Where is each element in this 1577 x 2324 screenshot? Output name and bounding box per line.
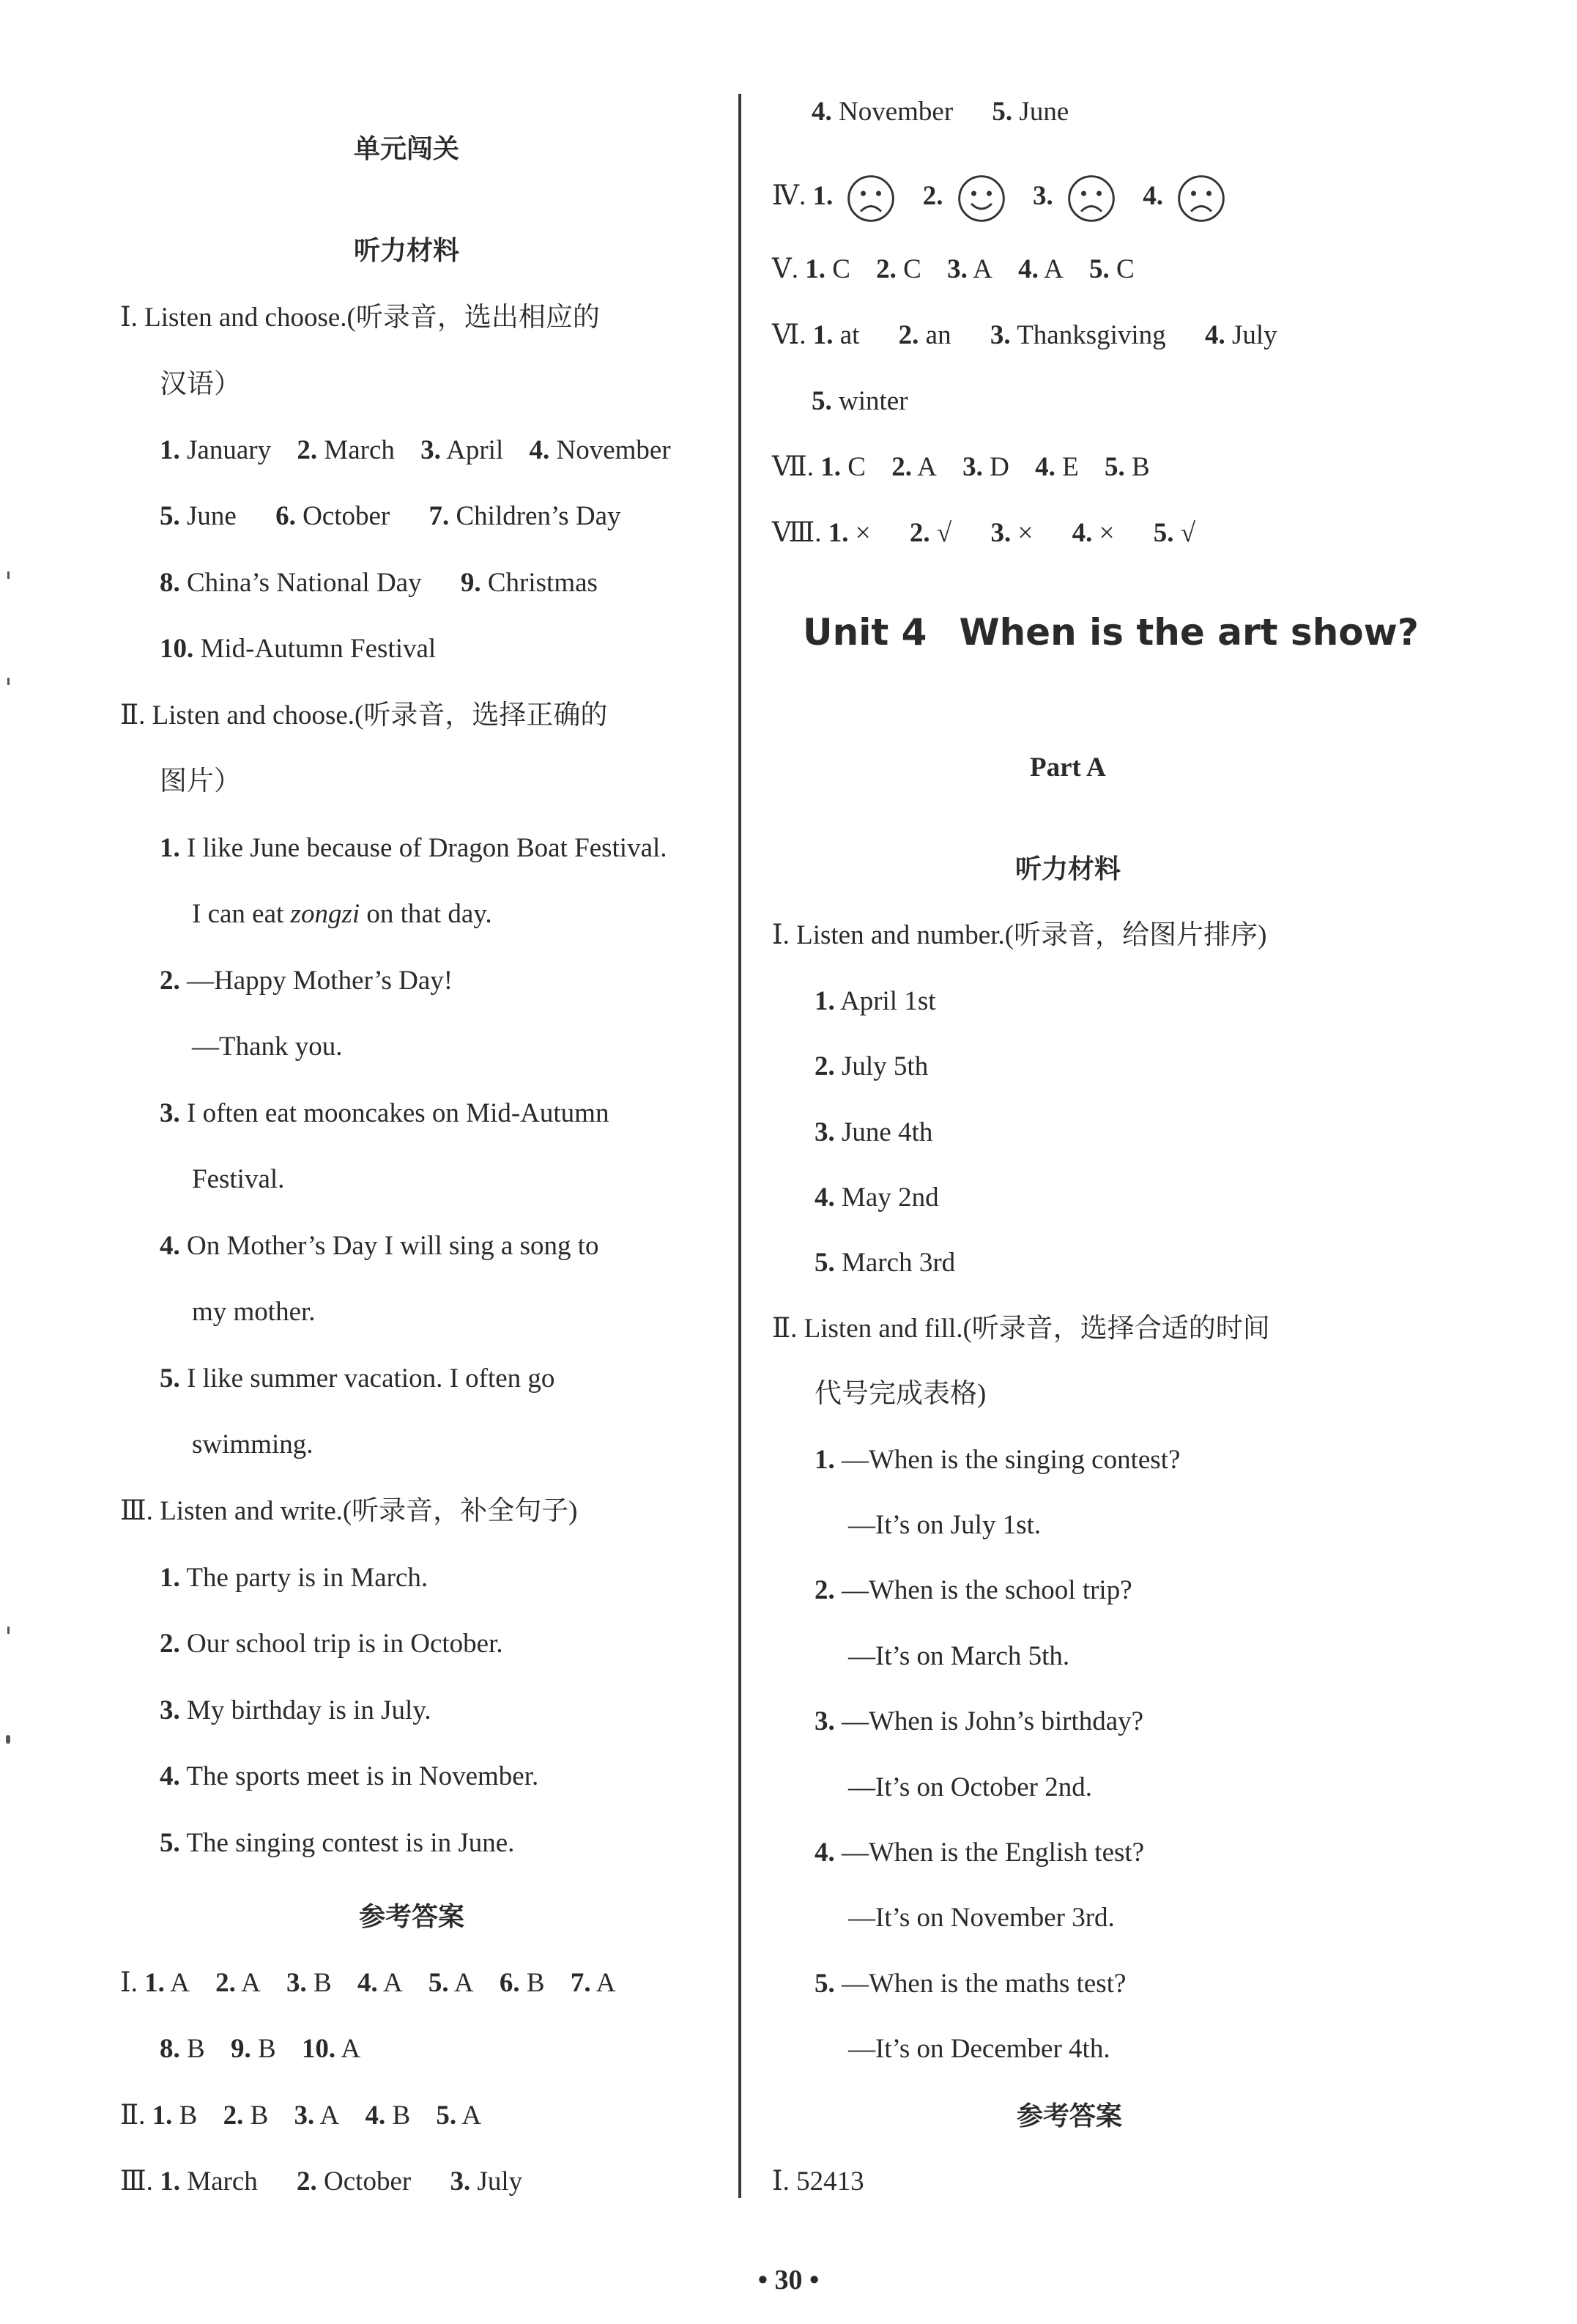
exercise-1-item: 4. May 2nd <box>815 1183 939 1213</box>
answer-row-5: Ⅴ. 1. C 2. C 3. A 4. A 5. C <box>772 254 1135 284</box>
dialogue-question: 4. —When is the English test? <box>815 1838 1145 1868</box>
scan-mark <box>6 1735 10 1744</box>
unit-label: Unit 4 <box>803 611 927 654</box>
exercise-2-item-4: 4. On Mother’s Day I will sing a song to <box>160 1231 599 1261</box>
scan-mark <box>7 678 10 685</box>
exercise-2-item-3-cont: Festival. <box>192 1164 285 1194</box>
answer-row-4: Ⅳ. 1. 2. 3. 4. <box>772 171 1227 224</box>
exercise-2-title-cont: 图片） <box>160 766 241 796</box>
answer-row-2: Ⅱ. 1. B 2. B 3. A 4. B 5. A <box>120 2101 482 2131</box>
exercise-3-item: 5. The singing contest is in June. <box>160 1828 515 1858</box>
exercise-3-item: 4. The sports meet is in November. <box>160 1761 539 1791</box>
answer-row-3-cont: 4. November 5. June <box>812 97 1069 127</box>
dialogue-answer: —It’s on July 1st. <box>848 1510 1042 1540</box>
exercise-1-title: Ⅰ. Listen and number.(听录音，给图片排序) <box>772 920 1267 950</box>
exercise-3-title: Ⅲ. Listen and write.(听录音，补全句子) <box>120 1496 578 1526</box>
exercise-1-item: 2. July 5th <box>815 1051 929 1081</box>
dialogue-question: 2. —When is the school trip? <box>815 1575 1132 1605</box>
answer-row-6: Ⅵ. 1. at 2. an 3. Thanksgiving 4. July <box>772 320 1277 350</box>
exercise-2-item-2: 2. —Happy Mother’s Day! <box>160 966 453 996</box>
page-number: • 30 • <box>757 2265 820 2295</box>
answer-row-3: Ⅲ. 1. March 2. October 3. July <box>120 2166 523 2197</box>
exercise-2-item-1-cont: I can eat zongzi on that day. <box>192 899 492 929</box>
exercise-1-items-row: 1. January 2. March 3. April 4. November <box>160 435 671 465</box>
exercise-1-title: Ⅰ. Listen and choose.(听录音，选出相应的 <box>120 303 600 333</box>
exercise-2-item-3: 3. I often eat mooncakes on Mid-Autumn <box>160 1098 609 1128</box>
column-divider <box>738 94 741 2198</box>
exercise-1-item: 5. March 3rd <box>815 1248 956 1278</box>
answer-row-1: Ⅰ. 1. A 2. A 3. B 4. A 5. A 6. B 7. A <box>120 1968 616 1998</box>
unit-heading <box>803 607 1419 658</box>
listening-heading: 听力材料 <box>1015 854 1121 884</box>
answer-row-1: Ⅰ. 52413 <box>772 2166 864 2197</box>
exercise-2-item-5-cont: swimming. <box>192 1429 313 1459</box>
exercise-2-item-5: 5. I like summer vacation. I often go <box>160 1363 555 1394</box>
exercise-1-item: 3. June 4th <box>815 1117 933 1147</box>
answer-row-6-cont: 5. winter <box>812 386 908 416</box>
exercise-2-title: Ⅱ. Listen and choose.(听录音，选择正确的 <box>120 700 608 730</box>
exercise-2-title-cont: 代号完成表格) <box>815 1379 987 1409</box>
unit-title: When is the art show? <box>959 611 1419 654</box>
dialogue-answer: —It’s on March 5th. <box>848 1641 1070 1671</box>
exercise-1-item: 1. April 1st <box>815 986 936 1016</box>
part-heading: Part A <box>1030 752 1106 782</box>
answer-row-1-cont: 8. B 9. B 10. A <box>160 2034 361 2064</box>
exercise-1-items-row: 5. June 6. October 7. Children’s Day <box>160 501 621 531</box>
exercise-1-items-row: 10. Mid-Autumn Festival <box>160 634 437 664</box>
happy-face-icon <box>956 173 1007 224</box>
dialogue-answer: —It’s on December 4th. <box>848 2034 1110 2064</box>
answer-row-7: Ⅶ. 1. C 2. A 3. D 4. E 5. B <box>772 452 1150 482</box>
dialogue-question: 5. —When is the maths test? <box>815 1969 1127 1999</box>
exercise-2-item-2-cont: —Thank you. <box>192 1032 343 1062</box>
answers-heading: 参考答案 <box>1017 2101 1123 2131</box>
exercise-2-item-1: 1. I like June because of Dragon Boat Festival. <box>160 833 667 863</box>
dialogue-question: 3. —When is John’s birthday? <box>815 1706 1144 1736</box>
dialogue-question: 1. —When is the singing contest? <box>815 1445 1181 1475</box>
sad-face-icon <box>1176 173 1227 224</box>
exercise-3-item: 3. My birthday is in July. <box>160 1695 431 1725</box>
exercise-2-item-4-cont: my mother. <box>192 1297 316 1327</box>
dialogue-answer: —It’s on October 2nd. <box>848 1772 1092 1802</box>
scan-mark <box>7 1627 10 1634</box>
exercise-3-item: 2. Our school trip is in October. <box>160 1629 503 1659</box>
exercise-3-item: 1. The party is in March. <box>160 1563 428 1593</box>
dialogue-answer: —It’s on November 3rd. <box>848 1903 1115 1933</box>
exercise-1-title-cont: 汉语） <box>160 369 241 399</box>
section-title: 单元闯关 <box>354 134 460 164</box>
sad-face-icon <box>1066 173 1117 224</box>
answer-row-8: Ⅷ. 1. × 2. √ 3. × 4. × 5. √ <box>772 518 1196 548</box>
exercise-1-items-row: 8. China’s National Day 9. Christmas <box>160 568 598 598</box>
exercise-2-title: Ⅱ. Listen and fill.(听录音，选择合适的时间 <box>772 1314 1270 1344</box>
answers-heading: 参考答案 <box>359 1902 465 1932</box>
scan-mark <box>7 571 10 579</box>
listening-heading: 听力材料 <box>354 236 460 266</box>
sad-face-icon <box>845 173 897 224</box>
